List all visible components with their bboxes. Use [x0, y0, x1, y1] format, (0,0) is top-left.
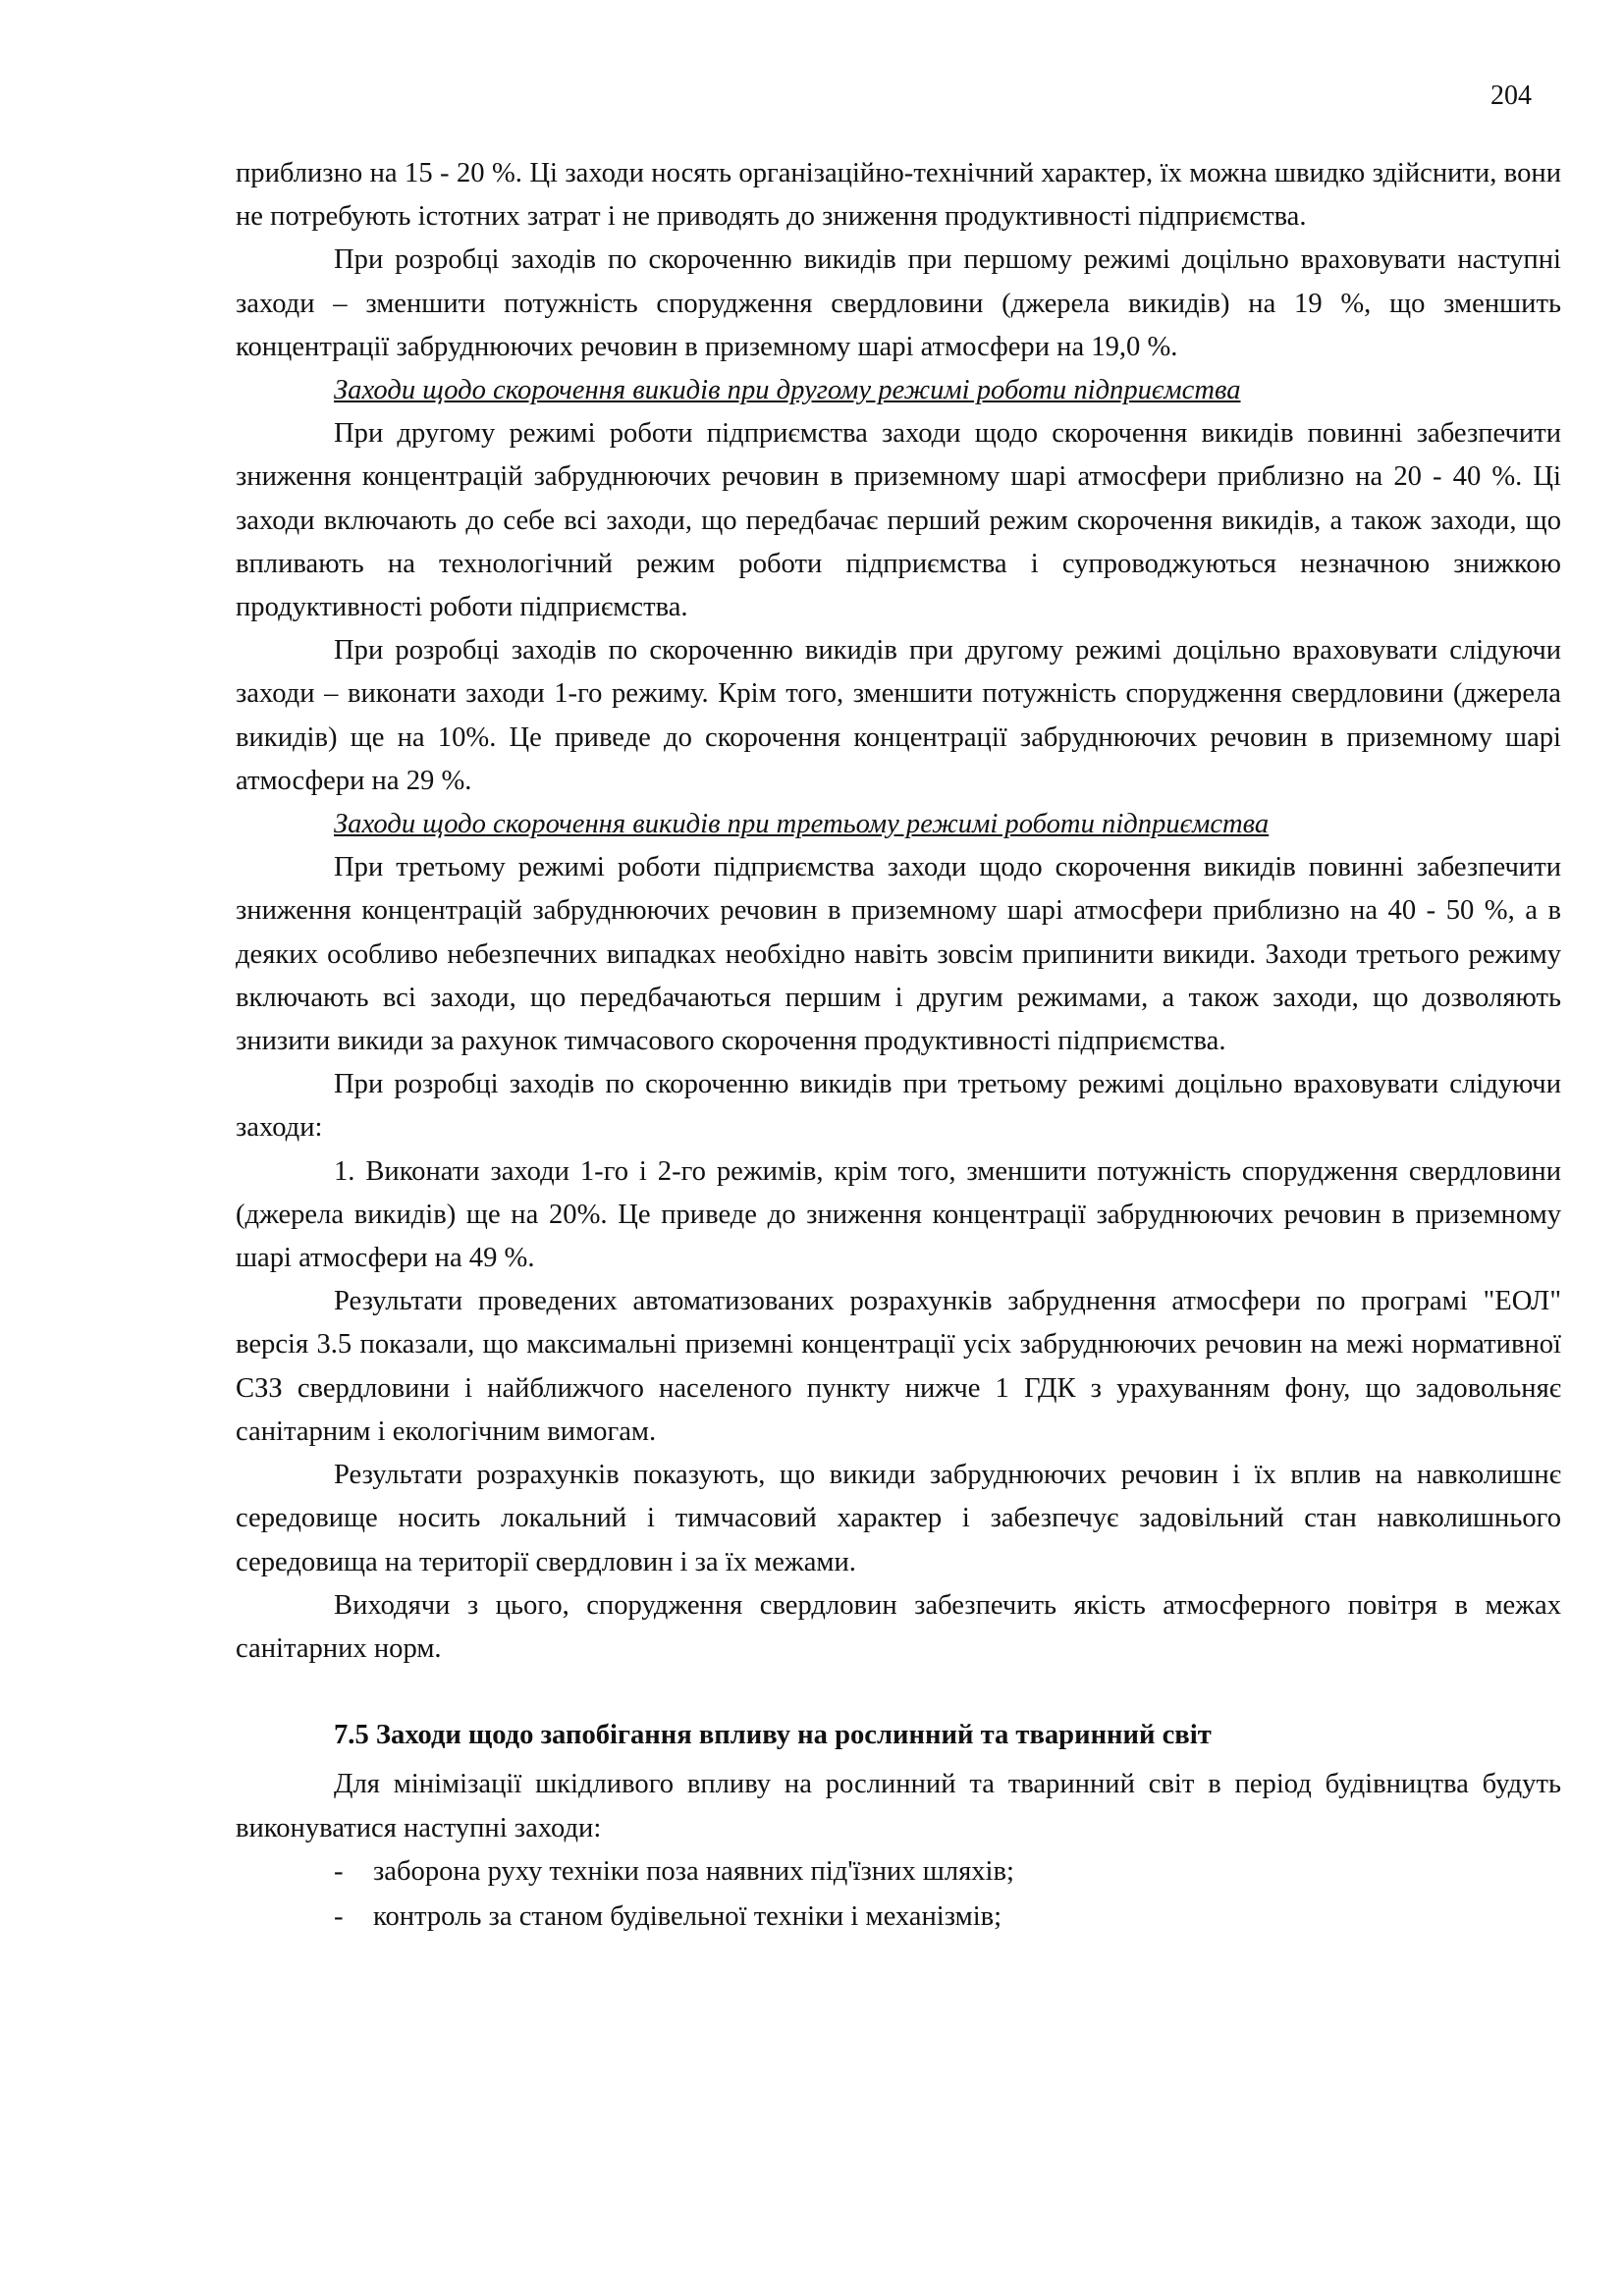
paragraph-continuation: приблизно на 15 - 20 %. Ці заходи носять організаційно-технічний характер, їх можна швидко здійснити, вони не потребують істотних затрат і не приводять до зниження продуктивності підприємства.: [236, 158, 1561, 233]
paragraph-third-mode-measure-1: 1. Виконати заходи 1-го і 2-го режимів, крім того, зменшити потужність спорудження свердловини (джерела викидів) ще на 20%. Це приведе до зниження концентрації забруднюючих речовин в приземному шарі атмосфери на 49 %.: [236, 1155, 1561, 1274]
page-body: [236, 152, 1561, 1941]
measures-list: [236, 1850, 1561, 1939]
section-intro: Для мінімізації шкідливого впливу на рослинний та тваринний світ в період будівництва будуть виконуватися наступні заходи:: [236, 1769, 1561, 1843]
paragraph-third-mode-description: При третьому режимі роботи підприємства заходи щодо скорочення викидів повинні забезпечити зниження концентрацій забруднюючих речовин в приземному шарі атмосфери приблизно на 40 - 50 %, а в деяких особливо небезпечних випадках необхідно навіть зовсім припинити викиди. Заходи третього режиму включають всі заходи, що передбачаються першим і другим режимами, а також заходи, що дозволяють знизити викиди за рахунок тимчасового скорочення продуктивності підприємства.: [236, 852, 1561, 1057]
list-item-text: контроль за станом будівельної техніки і механізмів;: [373, 1900, 1002, 1932]
paragraph-calculation-results: Результати проведених автоматизованих розрахунків забруднення атмосфери по програмі "ЕОЛ" версія 3.5 показали, що максимальні приземні концентрації усіх забруднюючих речовин на межі нормативної СЗЗ свердловини і найближчого населеного пункту нижче 1 ГДК з урахуванням фону, що задовольняє санітарним і екологічним вимогам.: [236, 1286, 1561, 1447]
list-item-text: заборона руху техніки поза наявних під'їзних шляхів;: [373, 1855, 1014, 1887]
subheading-third-mode: Заходи щодо скорочення викидів при третьому режимі роботи підприємства: [334, 809, 1270, 840]
page-number: 204: [1490, 80, 1532, 111]
paragraph-impact-results: Результати розрахунків показують, що викиди забруднюючих речовин і їх вплив на навколишнє середовище носить локальний і тимчасовий характер і забезпечує задовільний стан навколишнього середовища на території свердловин і за їх межами.: [236, 1460, 1561, 1577]
section-heading: 7.5 Заходи щодо запобігання впливу на рослинний та тваринний світ: [334, 1720, 1212, 1751]
paragraph-second-mode-description: При другому режимі роботи підприємства заходи щодо скорочення викидів повинні забезпечити зниження концентрацій забруднюючих речовин в приземному шарі атмосфери приблизно на 20 - 40 %. Ці заходи включають до себе всі заходи, що передбачає перший режим скорочення викидів, а також заходи, що впливають на технологічний режим роботи підприємства і супроводжуються незначною знижкою продуктивності роботи підприємства.: [236, 418, 1561, 623]
list-item: [236, 1850, 1561, 1894]
paragraph-first-mode-measures: При розробці заходів по скороченню викидів при першому режимі доцільно враховувати наступні заходи – зменшити потужність спорудження свердловини (джерела викидів) на 19 %, що зменшить концентрації забруднюючих речовин в приземному шарі атмосфери на 19,0 %.: [236, 244, 1561, 362]
paragraph-second-mode-measures: При розробці заходів по скороченню викидів при другому режимі доцільно враховувати слідуючи заходи – виконати заходи 1-го режиму. Крім того, зменшити потужність спорудження свердловини (джерела викидів) ще на 10%. Це приведе до скорочення концентрації забруднюючих речовин в приземному шарі атмосфери на 29 %.: [236, 635, 1561, 796]
list-marker: -: [334, 1900, 344, 1932]
paragraph-third-mode-measures-intro: При розробці заходів по скороченню викидів при третьому режимі доцільно враховувати слідуючи заходи:: [236, 1069, 1561, 1144]
paragraph-conclusion: Виходячи з цього, спорудження свердловин забезпечить якість атмосферного повітря в межах санітарних норм.: [236, 1589, 1561, 1664]
list-marker: -: [334, 1855, 344, 1887]
list-item: [236, 1896, 1561, 1939]
subheading-second-mode: Заходи щодо скорочення викидів при другому режимі роботи підприємства: [334, 375, 1241, 406]
